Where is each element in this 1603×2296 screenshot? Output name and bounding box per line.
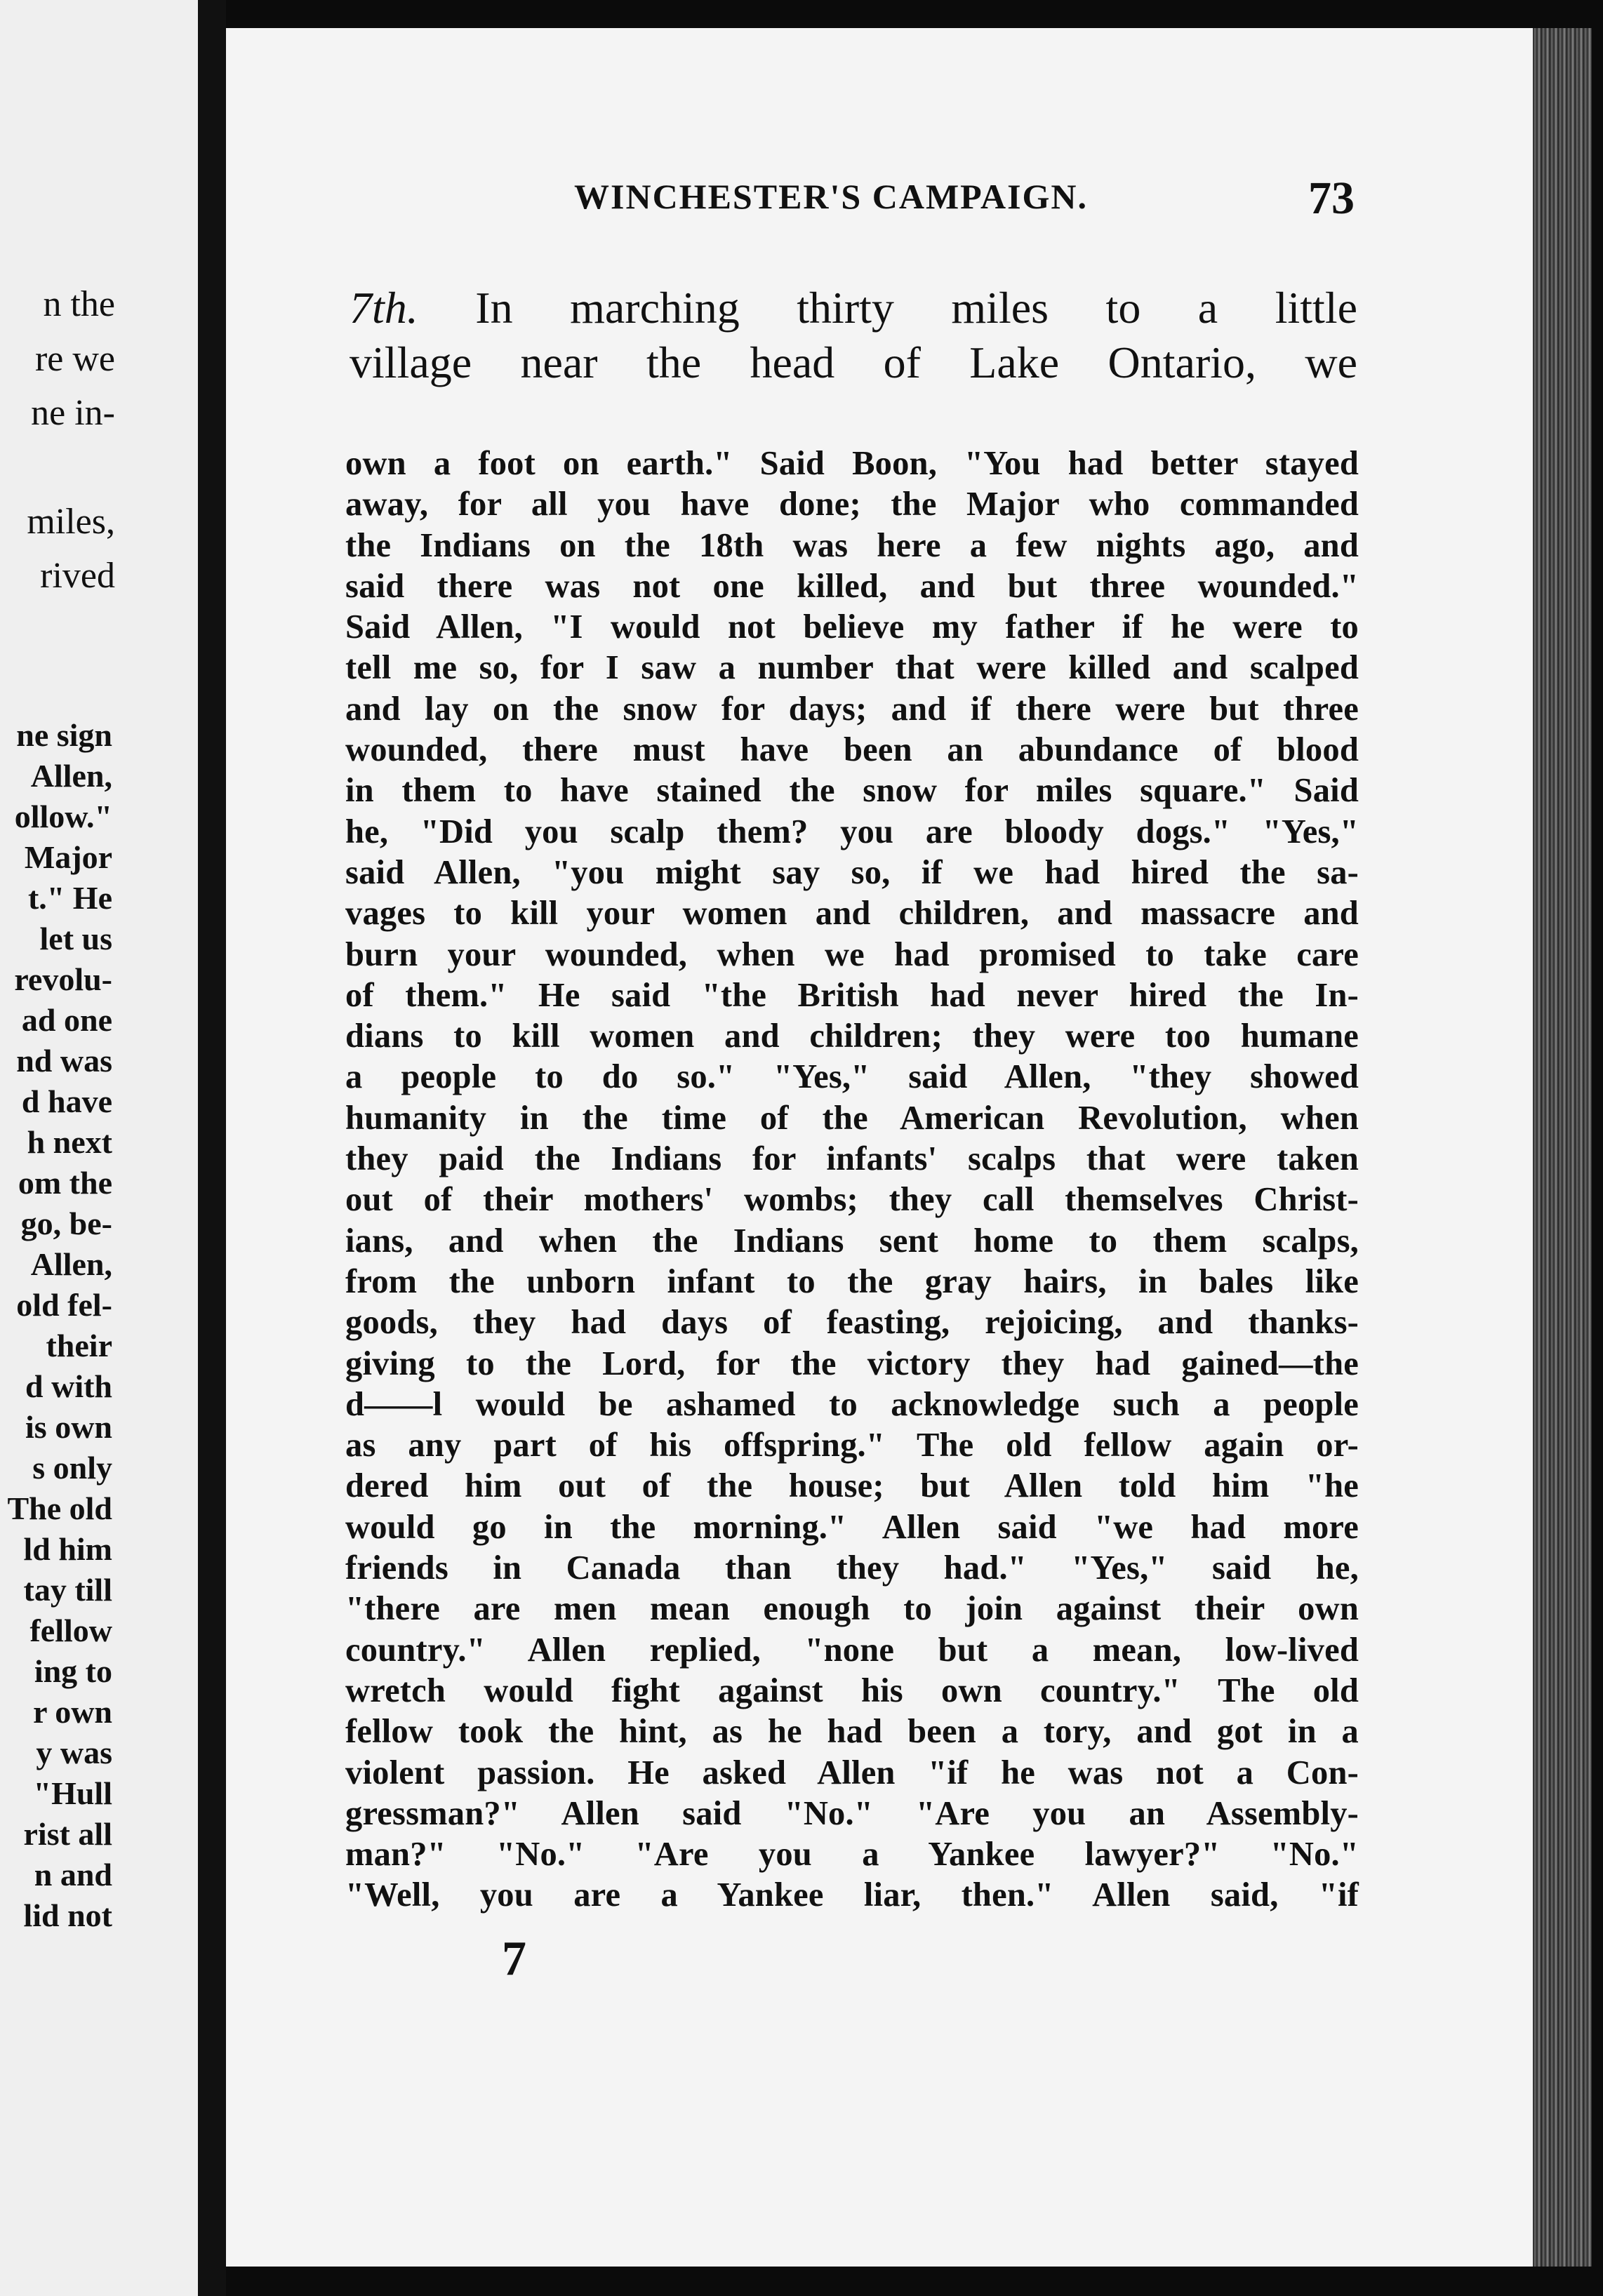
facing-page-line: n and (34, 1857, 112, 1893)
lead-line-1-text: In marching thirty miles to a little (475, 283, 1358, 333)
lead-line-2: village near the head of Lake Ontario, we (350, 338, 1357, 387)
facing-page-line: their (46, 1328, 112, 1363)
text-line: "there are men mean enough to join against their own (345, 1590, 1359, 1628)
page-number: 73 (1308, 173, 1355, 224)
text-line: the Indians on the 18th was here a few nights ago, and (345, 526, 1359, 564)
facing-page-line: The old (7, 1490, 112, 1526)
facing-page-line: ollow." (14, 799, 112, 834)
facing-page-line: Allen, (30, 758, 112, 794)
text-line: and lay on the snow for days; and if there were but three (345, 690, 1359, 728)
facing-page-line: miles, (27, 502, 115, 542)
text-line: tell me so, for I saw a number that were killed and scalped (345, 649, 1359, 687)
facing-page-line: is own (25, 1409, 112, 1445)
facing-page-line: r own (33, 1694, 112, 1730)
facing-page-line: Major (24, 839, 112, 875)
signature-mark: 7 (502, 1932, 526, 1986)
facing-page-line: ne sign (16, 717, 112, 753)
facing-page-line: rived (40, 556, 115, 596)
text-line: from the unborn infant to the gray hairs, in bales like (345, 1262, 1359, 1300)
facing-page-line: rist all (23, 1816, 112, 1852)
facing-page-line: fellow (29, 1613, 112, 1648)
text-line: giving to the Lord, for the victory they had gained—the (345, 1344, 1359, 1382)
text-line: he, "Did you scalp them? you are bloody dogs." "Yes," (345, 813, 1359, 850)
facing-page-fragment (0, 0, 198, 2296)
facing-page-line: re we (34, 339, 115, 379)
facing-page-line: let us (39, 921, 112, 956)
running-head (350, 172, 1355, 228)
text-line: wounded, there must have been an abundance of blood (345, 731, 1359, 769)
facing-page-line: om the (18, 1165, 112, 1201)
facing-page-line: d with (25, 1368, 112, 1404)
text-line: gressman?" Allen said "No." "Are you an Assembly- (345, 1794, 1359, 1832)
facing-page-line: "Hull (33, 1775, 112, 1811)
text-line: vages to kill your women and children, and massacre and (345, 895, 1359, 933)
book-gutter (198, 0, 226, 2296)
facing-page-line: t." He (27, 880, 112, 916)
text-line: d——l would be ashamed to acknowledge such a people (345, 1385, 1359, 1423)
facing-page-line: d have (21, 1083, 112, 1119)
facing-page-line: n the (43, 284, 115, 324)
facing-page-line: h next (27, 1124, 112, 1160)
facing-page-line: go, be- (20, 1206, 112, 1241)
facing-page-line: lid not (23, 1897, 112, 1933)
lead-ordinal: 7th. (350, 283, 418, 333)
text-line: fellow took the hint, as he had been a tory, and got in a (345, 1713, 1359, 1751)
text-line: away, for all you have done; the Major who commanded (345, 486, 1359, 523)
facing-page-line: ld him (23, 1531, 112, 1567)
lead-paragraph (350, 281, 1357, 390)
facing-page-line: nd was (16, 1043, 112, 1079)
facing-page-line: ing to (34, 1653, 112, 1689)
text-line: in them to have stained the snow for miles square." Said (345, 772, 1359, 810)
facing-page-line: y was (36, 1735, 112, 1770)
body-paragraph (345, 443, 1359, 1916)
text-line: wretch would fight against his own country." The old (345, 1671, 1359, 1709)
running-title: WINCHESTER'S CAMPAIGN. (574, 177, 1089, 216)
text-line: goods, they had days of feasting, rejoicing, and thanks- (345, 1304, 1359, 1342)
text-line: friends in Canada than they had." "Yes," said he, (345, 1549, 1359, 1587)
text-line: said there was not one killed, and but three wounded." (345, 567, 1359, 605)
facing-page-line: old fel- (16, 1287, 112, 1323)
lead-line-1 (350, 281, 1357, 335)
text-line: dians to kill women and children; they were too humane (345, 1017, 1359, 1055)
text-line: said Allen, "you might say so, if we had hired the sa- (345, 853, 1359, 891)
page-block-edge (1533, 28, 1592, 2267)
text-line: would go in the morning." Allen said "we had more (345, 1508, 1359, 1546)
text-line: humanity in the time of the American Revolution, when (345, 1099, 1359, 1137)
facing-page-line: tay till (23, 1572, 112, 1608)
facing-page-line: ad one (21, 1002, 112, 1038)
text-line: out of their mothers' wombs; they call themselves Christ- (345, 1181, 1359, 1219)
text-line: Said Allen, "I would not believe my father if he were to (345, 608, 1359, 646)
text-line: dered him out of the house; but Allen told him "he (345, 1467, 1359, 1505)
text-line: country." Allen replied, "none but a mean, low-lived (345, 1631, 1359, 1669)
text-line: man?" "No." "Are you a Yankee lawyer?" "No." (345, 1836, 1359, 1874)
text-line: ians, and when the Indians sent home to them scalps, (345, 1222, 1359, 1260)
text-line: a people to do so." "Yes," said Allen, "they showed (345, 1058, 1359, 1096)
facing-page-line: revolu- (14, 961, 112, 997)
facing-page-line: Allen, (30, 1246, 112, 1282)
text-line: "Well, you are a Yankee liar, then." Allen said, "if (345, 1876, 1359, 1914)
facing-page-line: ne in- (31, 393, 115, 433)
facing-page-line: s only (32, 1450, 112, 1486)
text-line: own a foot on earth." Said Boon, "You had better stayed (345, 445, 1359, 482)
text-line: of them." He said "the British had never hired the In- (345, 976, 1359, 1014)
text-line: violent passion. He asked Allen "if he was not a Con- (345, 1754, 1359, 1791)
text-line: as any part of his offspring." The old fellow again or- (345, 1427, 1359, 1464)
text-line: they paid the Indians for infants' scalps that were taken (345, 1140, 1359, 1178)
text-line: burn your wounded, when we had promised to take care (345, 935, 1359, 973)
